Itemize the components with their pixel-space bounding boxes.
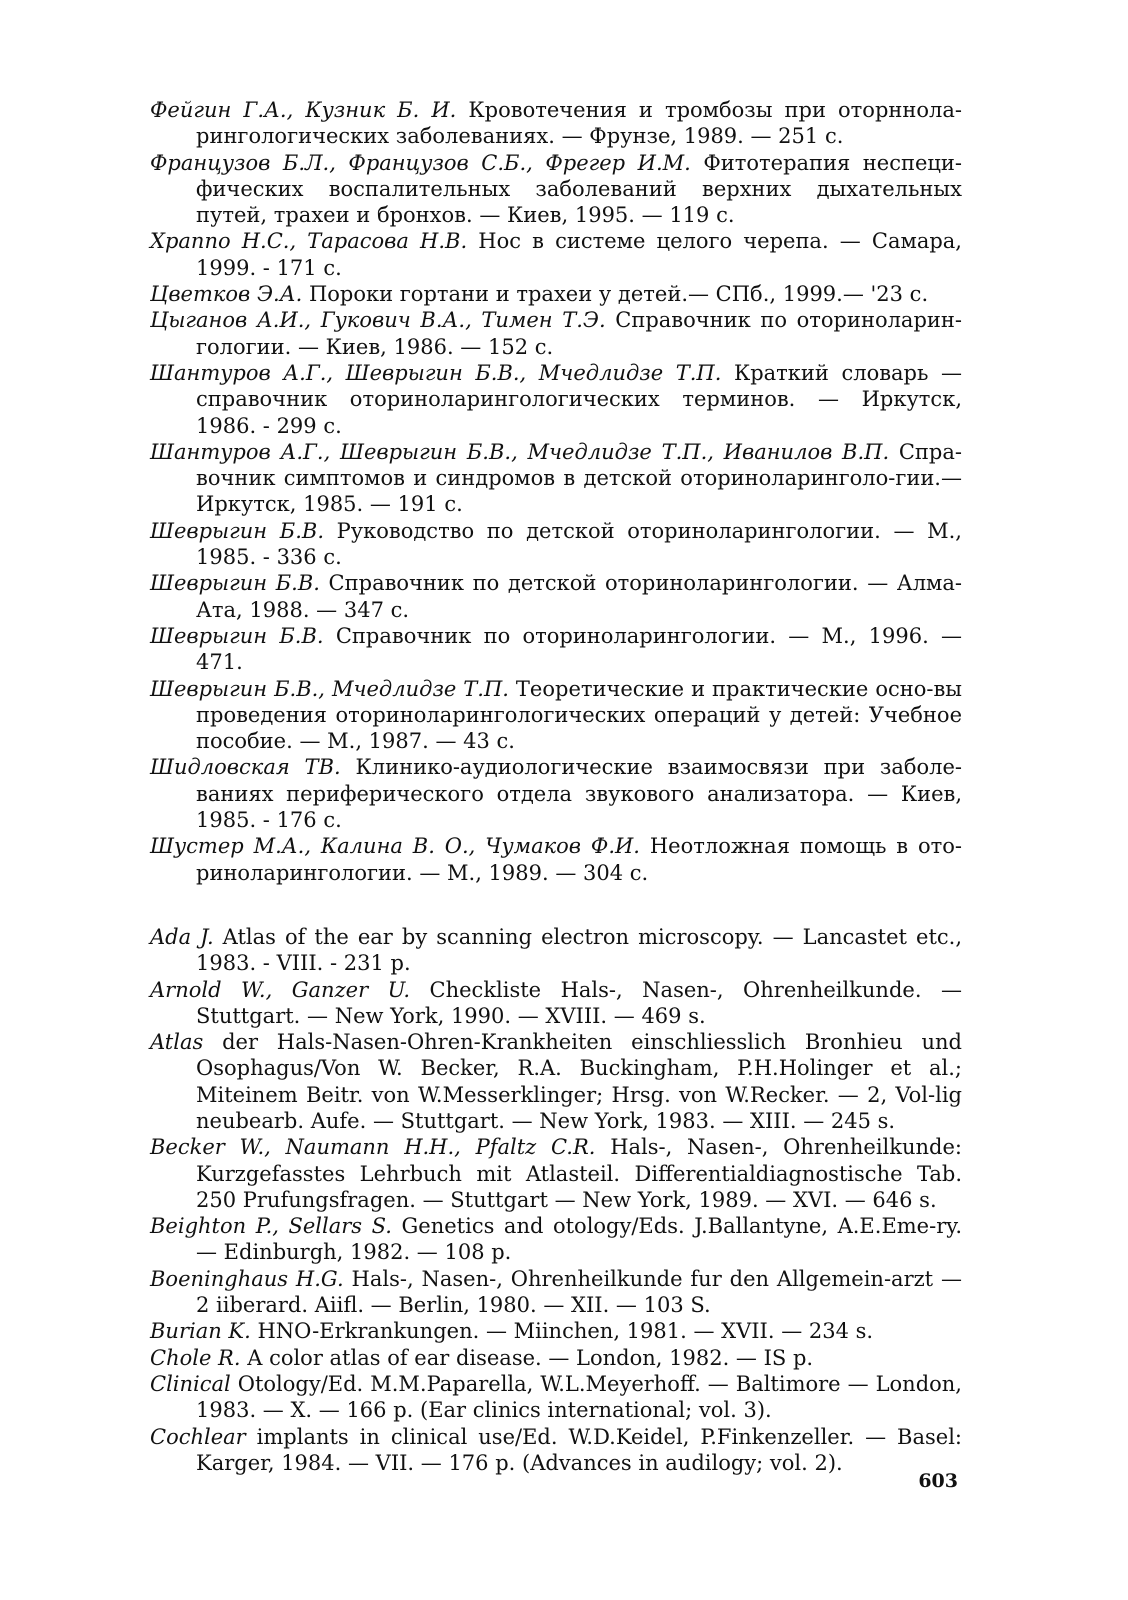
reference-entry [150,1371,962,1424]
reference-authors: Atlas [150,1030,204,1055]
reference-authors: Burian K. [150,1319,251,1344]
reference-authors: Шеврыгин Б.В. [150,518,324,543]
reference-authors: Цветков Э.А. [150,282,303,307]
reference-entry [150,623,962,676]
reference-details: Atlas of the ear by scanning electron microscopy. — Lancastet etc., 1983. - VIII. - 231 p. [196,924,962,976]
reference-entry [150,1318,962,1344]
reference-entry [150,1266,962,1319]
reference-entry [150,977,962,1030]
reference-entry [150,570,962,623]
reference-details: der Hals-Nasen-Ohren-Krankheiten einschliesslich Bronhieu und Osophagus/Von W. Becker, R.A. Buckingham, P.H.Holinger et al.; Miteinem Beitr. von W.Messerklinger; Hrsg. von W.Recker. — 2, Vol-lig neubearb. Aufe. — Stuttgart. — New York, 1983. — XIII. — 245 s. [196,1030,962,1133]
reference-entry [150,833,962,886]
reference-details: implants in clinical use/Ed. W.D.Keidel, P.Finkenzeller. — Basel: Karger, 1984. — VII. — 176 p. (Advances in audilogy; vol. 2). [196,1424,962,1475]
reference-authors: Шустер М.А., Калина В. О., Чумаков Ф.И. [150,834,640,859]
reference-authors: Cochlear [150,1424,246,1449]
reference-entry [150,924,962,977]
page-number: 603 [918,1470,958,1492]
reference-entry [150,281,962,307]
reference-entry [150,360,962,439]
reference-authors: Шеврыгин Б.В. [150,571,320,596]
reference-list-foreign [150,924,962,1476]
reference-entry [150,1345,962,1371]
reference-entry [150,439,962,518]
reference-details: Фитотерапия неспеци-фических воспалительных заболеваний верхних дыхательных путей, трахеи и бронхов. — Киев, 1995. — 119 с. [196,150,962,228]
reference-details: Пороки гортани и трахеи у детей.— СПб., 1999.— '23 с. [302,282,929,307]
reference-authors: Chole R. [150,1345,241,1370]
reference-authors: Шантуров А.Г., Шеврыгин Б.В., Мчедлидзе Т.П., Иванилов В.П. [150,439,890,464]
reference-details: Теоретические и практические осно-вы проведения оториноларингологических операций у детей: Учебное пособие. — М., 1987. — 43 с. [196,676,962,754]
reference-details: Руководство по детской оториноларингологии. — М., 1985. - 336 с. [196,518,962,570]
reference-authors: Becker W., Naumann H.H., Pfaltz C.R. [150,1135,596,1160]
reference-authors: Boeninghaus H.G. [150,1266,344,1291]
reference-authors: Французов Б.Л., Французов С.Б., Фрегер И.М. [150,150,691,175]
reference-entry [150,518,962,571]
reference-authors: Arnold W., Ganzer U. [150,977,411,1002]
reference-details: Otology/Ed. M.M.Paparella, W.L.Meyerhoff. — Baltimore — London, 1983. — X. — 166 p. (Ear clinics international; vol. 3). [196,1371,962,1423]
reference-details: Справочник по оториноларин-гологии. — Киев, 1986. — 152 с. [196,308,962,359]
reference-details: HNO-Erkrankungen. — Miinchen, 1981. — XVII. — 234 s. [250,1319,874,1344]
reference-list-russian [150,97,962,886]
reference-details: Genetics and otology/Eds. J.Ballantyne, A.E.Eme-ry. — Edinburgh, 1982. — 108 p. [196,1214,962,1265]
reference-authors: Шидловская ТВ. [150,755,341,780]
reference-details: Checkliste Hals-, Nasen-, Ohrenheilkunde. — Stuttgart. — New York, 1990. — XVIII. — 469 s. [196,977,962,1028]
reference-entry [150,1029,962,1134]
reference-authors: Шеврыгин Б.В. [150,623,324,648]
reference-details: Справочник по детской оториноларингологии. — Алма-Ата, 1988. — 347 с. [196,571,962,622]
reference-entry [150,97,962,150]
reference-entry [150,228,962,281]
reference-authors: Цыганов А.И., Гукович В.А., Тимен Т.Э. [150,308,606,333]
reference-details: Кровотечения и тромбозы при оторннола-рингологических заболеваниях. — Фрунзе, 1989. — 251 с. [196,98,962,149]
reference-details: Клинико-аудиологические взаимосвязи при заболе-ваниях периферического отдела звукового анализатора. — Киев, 1985. - 176 с. [196,755,962,833]
reference-authors: Фейгин Г.А., Кузник Б. И. [150,98,457,122]
reference-details: Неотложная помощь в ото-риноларингологии. — М., 1989. — 304 с. [196,834,962,885]
reference-entry [150,1424,962,1477]
reference-details: Hals-, Nasen-, Ohrenheilkunde fur den Allgemein-arzt — 2 iiberard. Aiifl. — Berlin, 1980. — XII. — 103 S. [196,1266,962,1318]
reference-authors: Шантуров А.Г., Шеврыгин Б.В., Мчедлидзе Т.П. [150,360,722,385]
reference-details: Спра-вочник симптомов и синдромов в детской оториноларинголо-гии.— Иркутск, 1985. — 191 с. [196,439,962,517]
section-gap [150,886,962,924]
reference-authors: Ada J. [150,924,214,949]
reference-authors: Шеврыгин Б.В., Мчедлидзе Т.П. [150,676,509,701]
reference-entry [150,150,962,229]
bibliography-page [150,97,962,1476]
reference-details: Справочник по оториноларингологии. — М., 1996. — 471. [196,623,962,675]
reference-entry [150,307,962,360]
reference-details: A color atlas of ear disease. — London, 1982. — IS p. [240,1345,814,1370]
reference-entry [150,676,962,755]
reference-authors: Храппо Н.С., Тарасова Н.В. [150,229,468,254]
reference-details: Hals-, Nasen-, Ohrenheilkunde: Kurzgefasstes Lehrbuch mit Atlasteil. Differentialdiagnostische Tab. 250 Prufungsfragen. — Stuttgart — New York, 1989. — XVI. — 646 s. [196,1135,962,1212]
reference-authors: Clinical [150,1371,231,1396]
reference-entry [150,1134,962,1213]
reference-entry [150,1213,962,1266]
reference-authors: Beighton P., Sellars S. [150,1214,392,1239]
reference-details: Краткий словарь — справочник оториноларингологических терминов. — Иркутск, 1986. - 299 с. [196,360,962,438]
reference-details: Нос в системе целого черепа. — Самара, 1999. - 171 с. [196,229,962,280]
reference-entry [150,754,962,833]
